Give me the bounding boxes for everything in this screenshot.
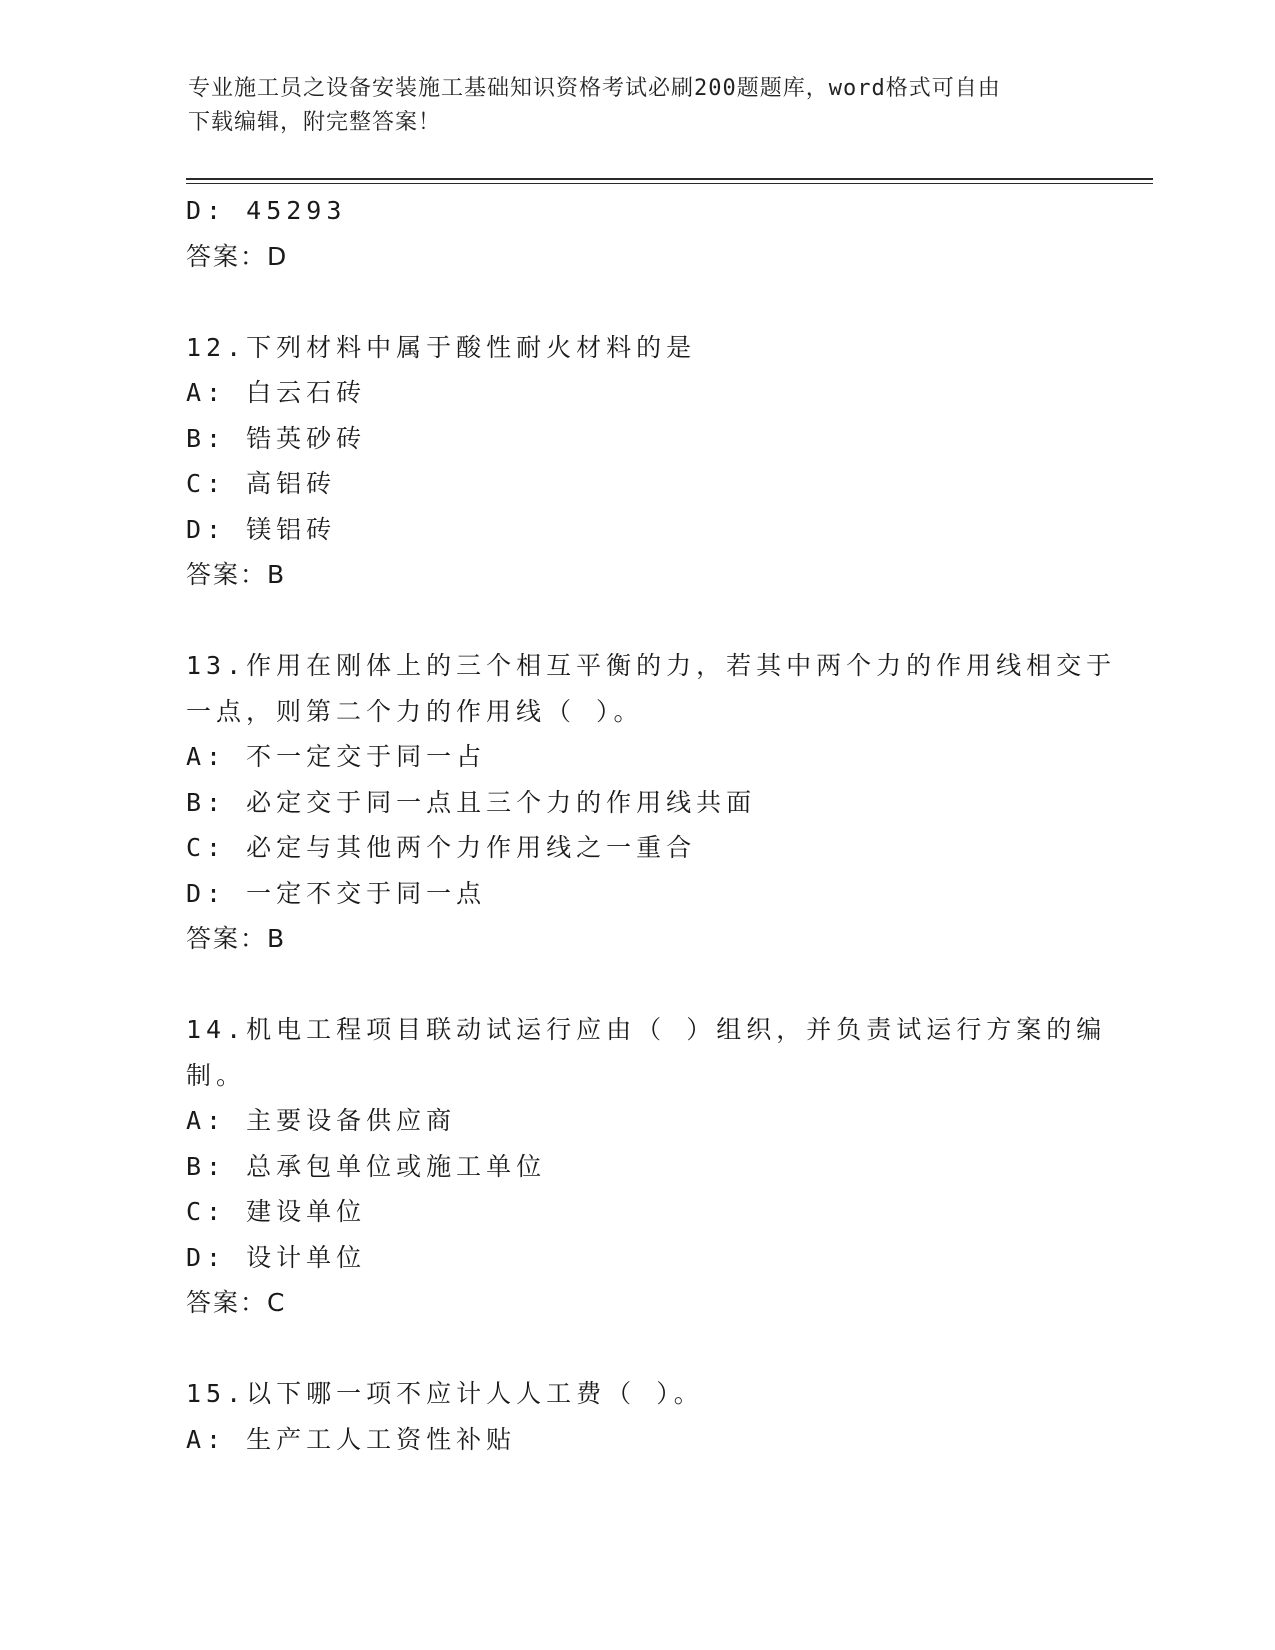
question-14	[186, 1007, 1107, 1326]
question-12-stem: 12.下列材料中属于酸性耐火材料的是	[186, 332, 697, 362]
question-13-stem-line-1: 13.作用在刚体上的三个相互平衡的力，若其中两个力的作用线相交于	[186, 651, 1117, 680]
question-13-option-b: B: 必定交于同一点且三个力的作用线共面	[186, 787, 757, 817]
question-14-stem-line-1: 14.机电工程项目联动试运行应由（ ）组织，并负责试运行方案的编	[186, 1015, 1107, 1044]
question-14-option-c: C: 建设单位	[186, 1197, 367, 1226]
question-13-option-d: D: 一定不交于同一点	[186, 878, 487, 908]
header-line-2: 下载编辑，附完整答案！	[188, 110, 442, 135]
spacer	[186, 1326, 1086, 1372]
prev-answer: 答案：D	[186, 241, 289, 271]
question-12-option-a: A: 白云石砖	[186, 378, 367, 407]
spacer	[186, 598, 1086, 644]
question-14-option-d: D: 设计单位	[186, 1242, 367, 1272]
header-divider-thick	[186, 178, 1153, 180]
question-15	[186, 1371, 1086, 1462]
spacer	[186, 962, 1086, 1008]
question-14-option-b: B: 总承包单位或施工单位	[186, 1151, 547, 1181]
header-divider-thin	[186, 183, 1153, 184]
spacer	[186, 279, 1086, 325]
prev-option-d: D: 45293	[186, 196, 347, 225]
question-15-stem: 15.以下哪一项不应计人人工费（ ）。	[186, 1379, 704, 1408]
question-12-answer: 答案：B	[186, 560, 287, 589]
question-14-stem-line-2: 制。	[186, 1060, 247, 1090]
question-13-stem-line-2: 一点，则第二个力的作用线（ ）。	[186, 696, 644, 726]
question-13-option-c: C: 必定与其他两个力作用线之一重合	[186, 833, 697, 862]
question-13-answer: 答案：B	[186, 924, 287, 953]
question-13	[186, 643, 1117, 962]
question-14-answer: 答案：C	[186, 1288, 287, 1317]
question-14-option-a: A: 主要设备供应商	[186, 1106, 457, 1135]
question-12	[186, 325, 1086, 598]
question-15-option-a: A: 生产工人工资性补贴	[186, 1424, 517, 1454]
question-12-option-b: B: 锆英砂砖	[186, 423, 367, 453]
header-line-1: 专业施工员之设备安装施工基础知识资格考试必刷200题题库，word格式可自由	[188, 76, 1001, 101]
question-12-option-c: C: 高铝砖	[186, 469, 337, 498]
question-13-option-a: A: 不一定交于同一占	[186, 742, 487, 771]
document-header	[188, 72, 1088, 140]
question-12-option-d: D: 镁铝砖	[186, 514, 337, 544]
question-list	[186, 188, 1117, 1462]
